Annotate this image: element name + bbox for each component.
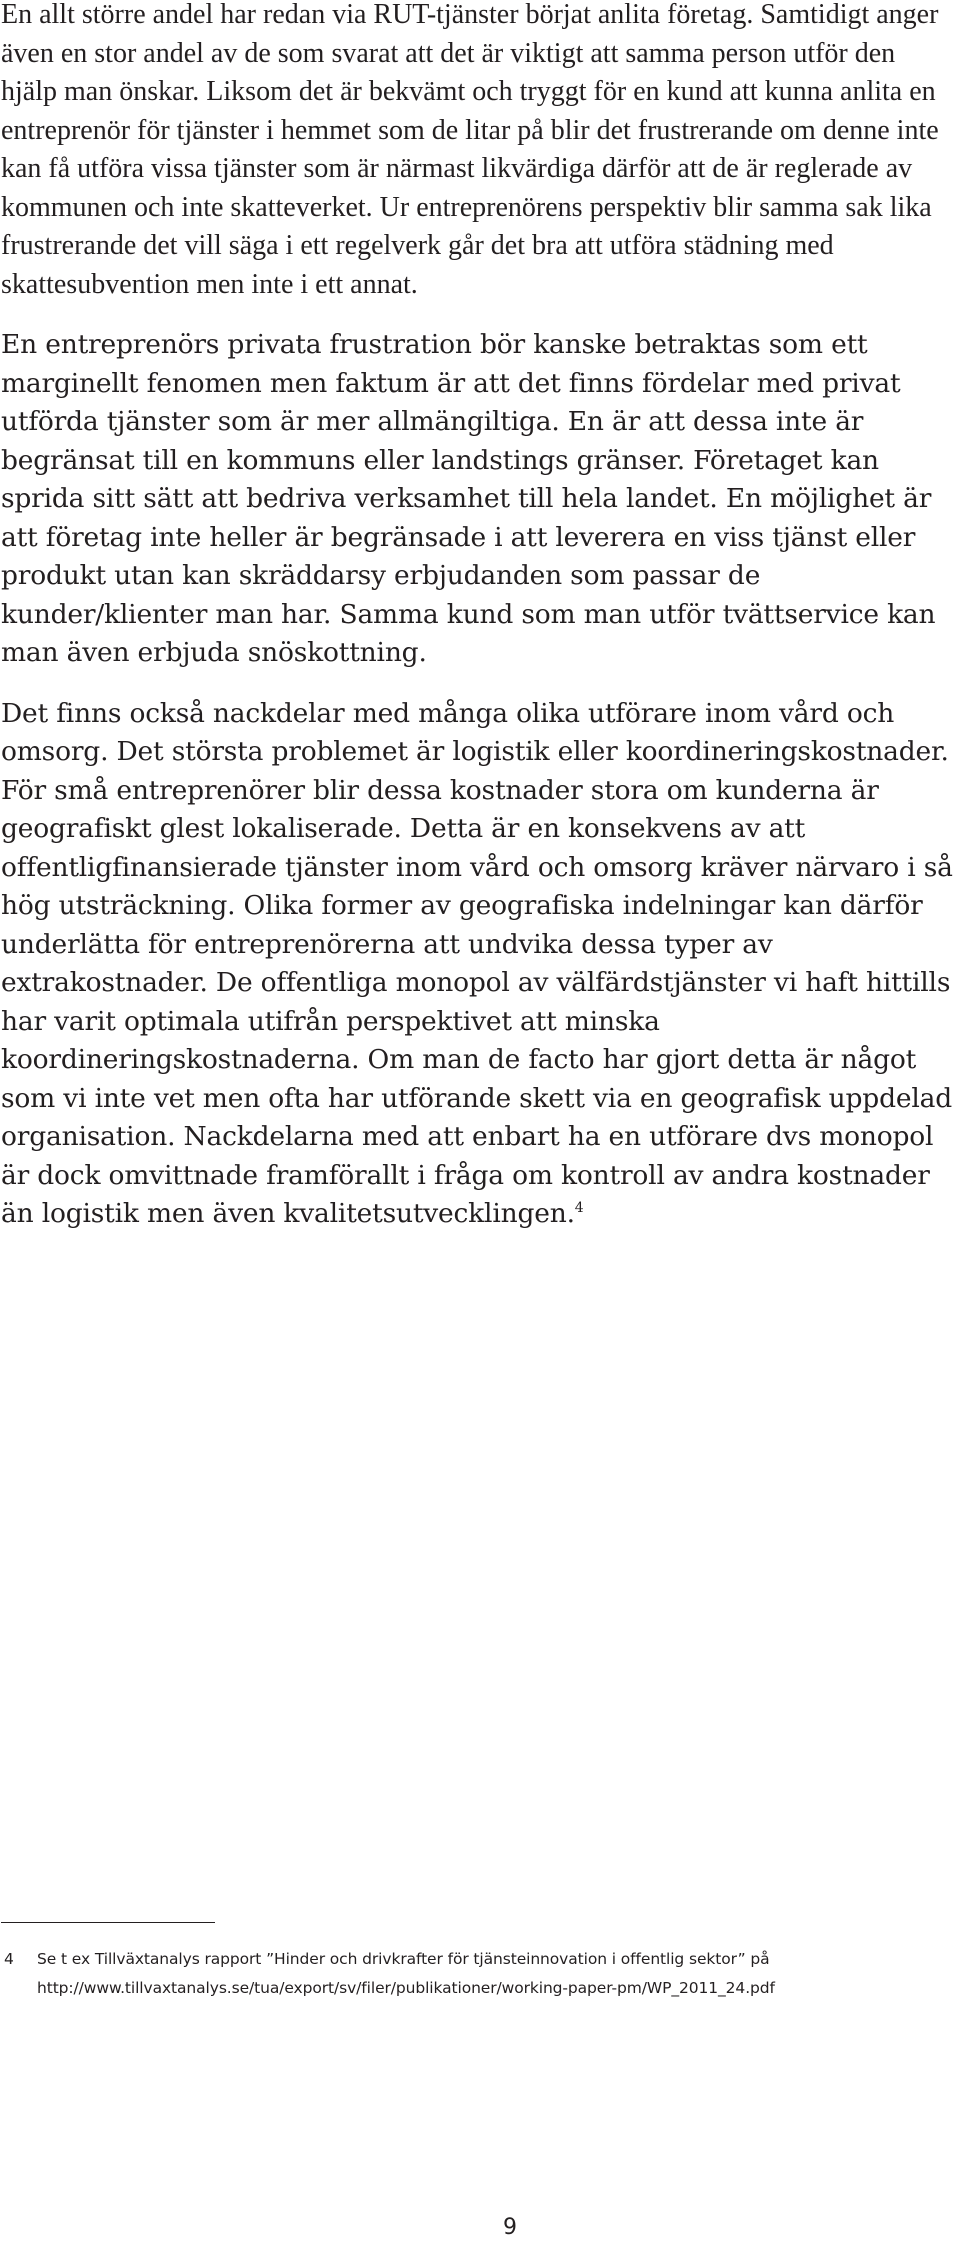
footnote-number: 4: [4, 1950, 14, 1968]
footnote-text: Se t ex Tillväxtanalys rapport ”Hinder och drivkrafter för tjänsteinnovation i offentlig sektor” på http://www.tillvaxtanalys.se/tua/export/sv/filer/publikationer/working-paper-pm/WP_2011_24.pdf: [37, 1950, 775, 1997]
footnote-reference[interactable]: 4: [574, 1200, 584, 1217]
footnote-divider: [1, 1922, 215, 1923]
footnote: [4, 1945, 954, 2003]
body-text: [1, 0, 953, 1256]
page-number: 9: [503, 2215, 517, 2240]
paragraph-3-text: Det finns också nackdelar med många olika utförare inom vård och omsorg. Det största problemet är logistik eller koordineringskostnader. För små entreprenörer blir dessa kostnader stora om kunderna är geografiskt glest lokaliserade. Detta är en konsekvens av att offentligfinansierade tjänster inom vård och omsorg kräver närvaro i så hög utsträckning. Olika former av geografiska indelningar kan därför underlätta för entreprenörerna att undvika dessa typer av extrakostnader. De offentliga monopol av välfärdstjänster vi haft hittills har varit optimala utifrån perspektivet att minska koordineringskostnaderna. Om man de facto har gjort detta är något som vi inte vet men ofta har utförande skett via en geografisk uppdelad organisation. Nackdelarna med att enbart ha en utförare dvs monopol är dock omvittnade framförallt i fråga om kontroll av andra kostnader än logistik men även kvalitetsutvecklingen.: [1, 697, 953, 1229]
paragraph-1: En allt större andel har redan via RUT-tjänster börjat anlita företag. Samtidigt anger även en stor andel av de som svarat att det är viktigt att samma person utför den hjälp man önskar. Liksom det är bekvämt och tryggt för en kund att kunna anlita en entreprenör för tjänster i hemmet som de litar på blir det frustrerande om denne inte kan få utföra vissa tjänster som är närmast likvärdiga därför att de är reglerade av kommunen och inte skatteverket. Ur entreprenörens perspektiv blir samma sak lika frustrerande det vill säga i ett regelverk går det bra att utföra städning med skattesubvention men inte i ett annat.: [1, 0, 939, 300]
paragraph-3: [1, 695, 953, 1234]
paragraph-2: En entreprenörs privata frustration bör kanske betraktas som ett marginellt fenomen men faktum är att det finns fördelar med privat utförda tjänster som är mer allmängiltiga. En är att dessa inte är begränsat till en kommuns eller landstings gränser. Företaget kan sprida sitt sätt att bedriva verksamhet till hela landet. En möjlighet är att företag inte heller är begränsade i att leverera en viss tjänst eller produkt utan kan skräddarsy erbjudanden som passar de kunder/klienter man har. Samma kund som man utför tvättservice kan man även erbjuda snöskottning.: [1, 329, 936, 668]
